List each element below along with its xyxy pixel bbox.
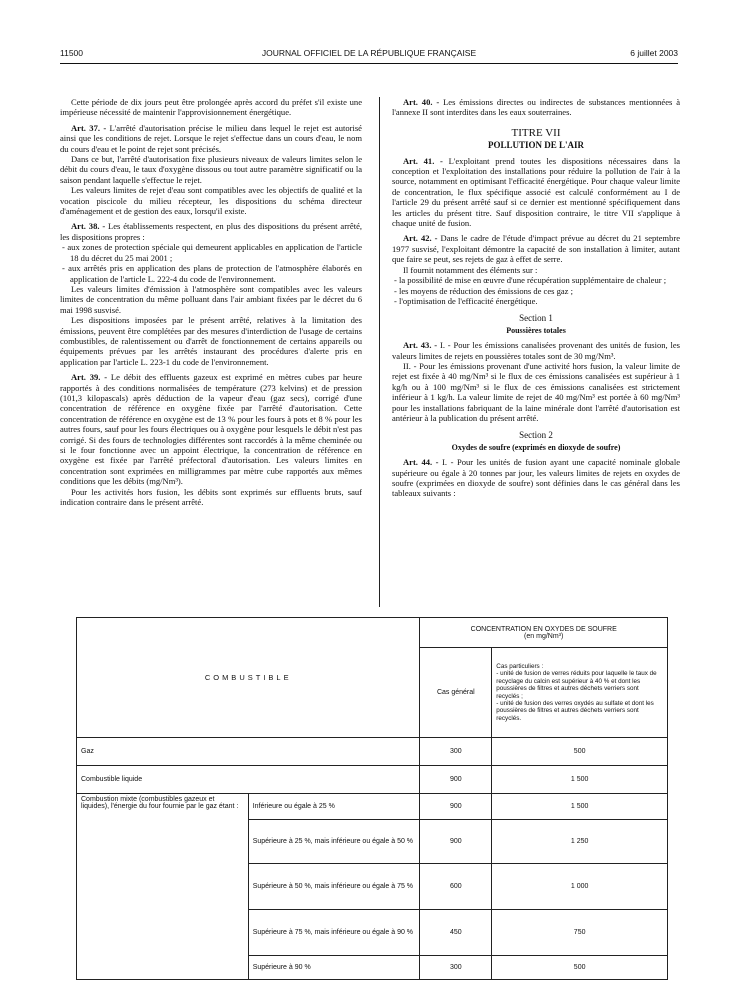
list-item: - l'optimisation de l'efficacité énergétique. [394,295,538,306]
table-row: Combustible liquide 900 1 500 [77,766,668,794]
article-label: Art. 42. - [403,233,438,244]
article-label: Art. 38. - [71,221,106,232]
header-combustible: COMBUSTIBLE [77,618,420,738]
article-label: Art. 40. - [403,97,440,107]
article-label: Art. 39. - [71,372,108,383]
table-row: Supérieure à 75 %, mais inférieure ou égale à 90 % 450 750 [77,910,668,956]
list-item: - aux zones de protection spéciale qui demeurent applicables en application de l'article 18 du décret du 25 mai 2001 ; [62,242,362,263]
paragraph: Les dispositions imposées par le présent arrêté, relatives à la limitation des émissions, peuvent être complétées par des mesures d'interdiction de l'usage de certains combustibles, de ralentissement ou d'arrêt de fonctionnement de certains appareils ou équipements prévues par les arrêtés instaurant des procédures d'alerte pris en application par l'article L. 223-1 du code de l'environnement. [60,315,362,367]
article-39: Art. 39. - Le débit des effluents gazeux est exprimé en mètres cubes par heure rapportés à des conditions normalisées de température (273 kelvins) et de pression (101,3 kilopascals) après déduction de la vapeur d'eau (gaz secs), corrigé d'une concentration de référence en oxygène fixée par l'arrêté d'autorisation. Cette concentration de référence en oxygène est de 13 % pour les fours à pots et 8 % pour les autres fours, sauf pour les fours électriques ou à oxygène pour lesquels le débit n'est pas corrigé. Si des fours de technologies différentes sont raccordés à la même cheminée ou si le four fonctionne avec un appoint électrique, la concentration de référence en oxygène est fixée par l'arrêté préfectoral d'autorisation. Les valeurs limites en concentration sont exprimées en milligrammes par mètre cube rapportés aux mêmes conditions que les débits (mg/Nm³). [60,372,362,487]
paragraph: Cette période de dix jours peut être prolongée après accord du préfet s'il existe une impérieuse nécessité de maintenir l'approvisionnement énergétique. [60,97,362,118]
paragraph: Les valeurs limites d'émission à l'atmosphère sont compatibles avec les valeurs limites de concentration du même polluant dans l'air ambiant fixées par le décret du 6 mai 1998 susvisé. [60,283,362,315]
paragraph: Pour les activités hors fusion, les débits sont exprimés sur effluents bruts, sauf indication contraire dans le présent arrêté. [60,486,362,508]
table-row: Gaz 300 500 [77,738,668,766]
article-37: Art. 37. - L'arrêté d'autorisation précise le milieu dans lequel le rejet est autorisé ainsi que les conditions de rejet. Lorsque le rejet s'effectue dans un cours d'eau, le nom du cours d'eau et le point de rejet sont précisés. [60,122,362,154]
section-title: Poussières totales [506,325,566,335]
list-item: - les moyens de réduction des émissions de ces gaz ; [394,285,573,296]
article-41: Art. 41. - L'exploitant prend toutes les dispositions nécessaires dans la conception et l'exploitation des installations pour réduire la pollution de l'air à la source, notamment en optimisant l'efficacité énergétique. Pour chaque valeur limite de concentration, le flux spécifique associé est calculé conformément au I de l'article 29 du présent arrêté sauf si ce dernier est mentionné spécifiquement dans les articles du présent titre. Sauf disposition contraire, le titre VII s'applique à chaque unité de fusion. [392,155,680,229]
issue-date: 6 juillet 2003 [630,48,678,58]
section-heading: Section 1 [519,313,553,324]
right-column [392,97,680,499]
section-heading: Section 2 [519,430,553,441]
column-separator [379,97,380,607]
section-title: Oxydes de soufre (exprimés en dioxyde de soufre) [451,442,621,452]
article-label: Art. 41. - [403,155,443,166]
list-item: - aux arrêtés pris en application des plans de protection de l'atmosphère élaborés en application de l'article L. 222-4 du code de l'environnement. [62,263,362,284]
article-42: Art. 42. - Dans le cadre de l'étude d'impact prévue au décret du 21 septembre 1977 susvisé, l'exploitant démontre la capacité de son installation à limiter, autant que faire se peut, ses rejets de gaz à effet de serre. [392,233,680,265]
paragraph: Dans ce but, l'arrêté d'autorisation fixe plusieurs niveaux de valeurs limites selon le débit du cours d'eau, le taux d'oxygène dissous ou tout autre paramètre significatif ou la saison pendant laquelle s'effectue le rejet. [60,154,362,185]
table-row: Supérieure à 50 %, mais inférieure ou égale à 75 % 600 1 000 [77,864,668,910]
paragraph: Il fournit notamment des éléments sur : [403,264,538,275]
article-38: Art. 38. - Les établissements respectent, en plus des dispositions du présent arrêté, les dispositions propres : [60,221,362,242]
sulfur-oxide-table [76,617,668,980]
article-44: Art. 44. - I. - Pour les unités de fusion ayant une capacité nominale globale supérieure ou égale à 20 tonnes par jour, les valeurs limites de rejets en oxydes de soufre (exprimées en dioxyde de soufre) sont définies dans le cas général dans les tableaux suivants : [392,457,680,499]
header-general: Cas général [420,648,492,738]
article-label: Art. 44. - [403,457,439,468]
article-label: Art. 37. - [71,122,107,133]
journal-title: JOURNAL OFFICIEL DE LA RÉPUBLIQUE FRANÇAISE [261,48,477,58]
article-43: Art. 43. - I. - Pour les émissions canalisées provenant des unités de fusion, les valeurs limites de rejets en poussières totales sont de 30 mg/Nm³. [392,340,680,361]
list-item: - la possibilité de mise en œuvre d'une récupération supplémentaire de chaleur ; [394,275,667,286]
title-subheading: POLLUTION DE L'AIR [487,140,585,151]
header-particular: Cas particuliers : - unité de fusion de verres réduits pour laquelle le taux de recyclage du calcin est supérieur à 40 % et dont les poussières de filtres et autres déchets verriers sont recyclés ; - unité de fusion des verres oxydés au sulfate et dont les poussières de filtres et autres déchets verriers sont recyclés. [492,648,668,738]
page-number: 11500 [60,48,84,58]
mixed-combustion-label: Combustion mixte (combustibles gazeux et liquides), l'énergie du four fournie par le gaz étant : [77,794,249,980]
paragraph: Les valeurs limites de rejet d'eau sont compatibles avec les objectifs de qualité et la vocation piscicole du milieu récepteur, les dispositions du schéma directeur d'aménagement et de gestion des eaux, lorsqu'il existe. [60,185,362,217]
article-label: Art. 43. - [403,340,438,351]
header-rule [60,63,678,64]
page-header [60,48,678,62]
title-heading: TITRE VII [511,126,561,139]
table-row: Combustion mixte (combustibles gazeux et liquides), l'énergie du four fournie par le gaz étant : Inférieure ou égale à 25 % 900 1 500 [77,794,668,820]
article-40: Art. 40. - Les émissions directes ou indirectes de substances mentionnées à l'annexe II sont interdites dans les eaux souterraines. [392,97,680,118]
table-row: Supérieure à 90 % 300 500 [77,956,668,980]
header-concentration: CONCENTRATION EN OXYDES DE SOUFRE (en mg/Nm³) [420,618,668,648]
left-column [60,97,362,507]
paragraph: II. - Pour les émissions provenant d'une activité hors fusion, la valeur limite de rejet est fixée à 40 mg/Nm³ si le flux de ces émissions canalisées est supérieur à 1 kg/h ou à 100 mg/Nm³ si le flux de ces émissions canalisées est strictement inférieur à 1 kg/h. La valeur limite de rejet de 40 mg/Nm³ est portée à 60 mg/Nm³ pour les installations fabriquant de la laine minérale dont l'arrêté d'autorisation est antérieur à la publication du présent arrêté. [392,360,680,423]
table-row: Supérieure à 25 %, mais inférieure ou égale à 50 % 900 1 250 [77,820,668,864]
